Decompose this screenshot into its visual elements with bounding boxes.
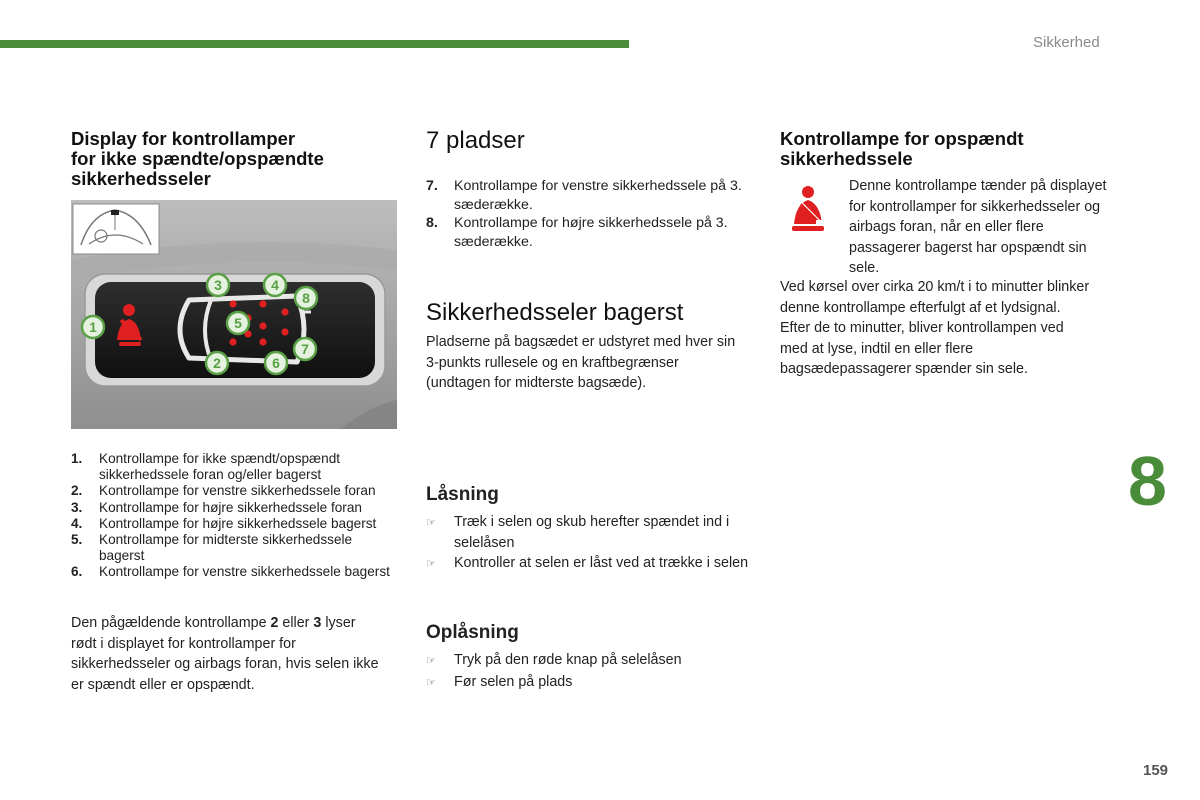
list-item: 4. Kontrollampe for højre sikkerhedssele bagerst [71,515,377,531]
list-item: 2. Kontrollampe for venstre sikkerhedssele foran [71,483,376,499]
bullet-pointer-icon: ☞ [426,676,436,689]
col3-icon-text: Denne kontrollampe tænder på displayet for kontrollamper for sikkerhedsseler og airbags foran, når en eller flere passagerer bagerst har opspændt sin sele. [849,178,1107,276]
marker-8 [295,287,317,309]
marker-2-label: 2 [213,355,221,371]
seatbelt-display-illustration [71,200,397,429]
list-item: 1. Kontrollampe for ikke spændt/opspændt sikkerhedssele foran og/eller bagerst [71,451,341,483]
col3-body-text: Ved kørsel over cirka 20 km/t i to minutter blinker denne kontrollampe efterfulgt af et lydsignal. Efter de to minutter, bliver kontrollampen ved med at lyse, indtil en eller flere bagsædepassagerer spænder sin sele. [780,279,1090,377]
marker-6-label: 6 [272,355,280,371]
dashboard-thumbnail [73,204,159,254]
marker-3-label: 3 [214,277,222,293]
seatbelt-lamp-icon [786,184,834,236]
list-item: ☞ Kontroller at selen er låst ved at trække i selen [426,553,756,575]
marker-2 [206,352,228,374]
list-item: 3. Kontrollampe for højre sikkerhedssele foran [71,499,362,515]
col1-title [71,129,401,189]
seatbelt-lamp-svg [786,184,834,236]
marker-7-label: 7 [301,341,309,357]
list-item: ☞ Før selen på plads [426,672,756,694]
bullet-pointer-icon: ☞ [426,655,436,667]
list-item: 8. Kontrollampe for højre sikkerhedssele på 3. sæderække. [426,215,728,250]
marker-5-label: 5 [234,315,242,331]
marker-4 [264,274,286,296]
heading-locking: Låsning [426,484,499,505]
list-item: ☞ Træk i selen og skub herefter spændet ind i selelåsen [426,512,756,553]
bullet-pointer-icon: ☞ [426,558,436,570]
seat-lamp-list [426,177,756,251]
marker-1-label: 1 [89,319,97,335]
col1-title-text: Display for kontrollamper for ikke spændte/opspændte sikkerhedsseler [71,128,324,189]
locking-list [426,512,756,575]
marker-7 [294,338,316,360]
heading-rear-seatbelts: Sikkerhedsseler bagerst [426,299,684,326]
col1-note: Den pågældende kontrollampe 2 eller 3 lyser rødt i displayet for kontrollamper for sikkerhedsseler og airbags foran, hvis selen ikke er spændt eller er opspændt. [71,615,379,693]
marker-3 [207,274,229,296]
header-accent-bar [0,40,629,48]
list-item: 5. Kontrollampe for midterste sikkerhedssele bagerst [71,532,353,564]
marker-4-label: 4 [271,277,279,293]
marker-5 [227,312,249,334]
col1-lamp-list [71,451,401,581]
unlocking-list [426,650,756,693]
marker-6 [265,352,287,374]
list-item: 7. Kontrollampe for venstre sikkerhedssele på 3. sæderække. [426,178,742,213]
marker-8-label: 8 [302,290,310,306]
page-number: 159 [1143,762,1169,779]
col3-title: Kontrollampe for opspændt sikkerhedssele [780,128,1024,169]
heading-unlocking: Oplåsning [426,622,519,643]
rear-seatbelts-text: Pladserne på bagsædet er udstyret med hver sin 3-punkts rullesele og en kraftbegrænser (undtagen for midterste bagsæde). [426,334,736,391]
list-item: ☞ Tryk på den røde knap på selelåsen [426,650,756,672]
bullet-pointer-icon: ☞ [426,517,436,529]
section-label: Sikkerhed [1033,34,1100,51]
marker-1 [82,316,104,338]
seatbelt-display-svg [71,200,397,429]
chapter-number: 8 [1128,442,1167,520]
list-item: 6. Kontrollampe for venstre sikkerhedssele bagerst [71,564,390,580]
heading-7-seats: 7 pladser [426,127,525,154]
